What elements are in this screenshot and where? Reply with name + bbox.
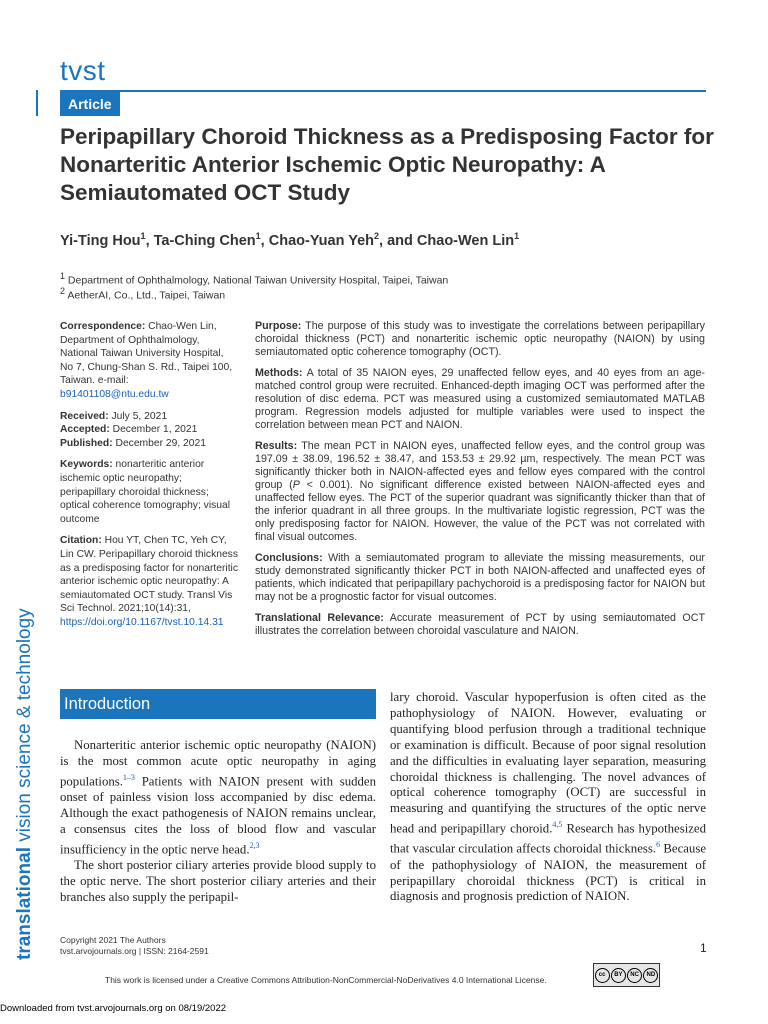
citation-link[interactable]: 6 [656, 840, 661, 850]
citation: Citation: Hou YT, Chen TC, Yeh CY, Lin CW. Peripapillary choroid thickness as a predisposing factor for nonarteritic anterior ischemic optic neuropathy: A semiautomated OCT study. Transl Vis Sci Technol. 2021;10(14):31, https://doi.org/10.1167/tvst.10.14.31 [60, 535, 238, 628]
journal-logo: tvst [60, 55, 106, 86]
author: Yi-Ting Hou [60, 232, 141, 249]
page-number: 1 [700, 941, 707, 955]
doi-link[interactable]: https://doi.org/10.1167/tvst.10.14.31 [60, 616, 224, 628]
author: Chao-Yuan Yeh [268, 232, 375, 249]
abstract [255, 320, 705, 646]
download-notice: Downloaded from tvst.arvojournals.org on 08/19/2022 [0, 1003, 227, 1014]
article-info-sidebar [60, 320, 238, 637]
article-title: Peripapillary Choroid Thickness as a Predisposing Factor for Nonarteritic Anterior Ischemic Optic Neuropathy: A Semiautomated OCT Study [60, 124, 714, 205]
abstract-results: Results: The mean PCT in NAION eyes, unaffected fellow eyes, and the control group was 197.09 ± 38.09, 196.52 ± 38.47, and 153.53 ± 29.92 µm, respectively. The mean PCT was significantly thicker both in NAION-affected eyes and fellow eyes compared with the control group (P < 0.001). No significant difference existed between NAION-affected eyes and unaffected fellow eyes. The PCT of the superior quadrant was significantly thicker than that of the inferior quadrant in all three groups. In the multivariate logistic regression, PCT was the only predisposing factor for NAION. However, the value of the PCT was not correlated with final visual outcomes. [255, 440, 705, 543]
journal-side-label: translational vision science & technology [14, 608, 35, 960]
article-dates: Received: July 5, 2021 Accepted: December 1, 2021 Published: December 29, 2021 [60, 410, 206, 449]
citation-link[interactable]: 2,3 [249, 840, 260, 850]
intro-paragraph: Nonarteritic anterior ischemic optic neuropathy (NAION) is the most common acute optic neuropathy in aging populations.$^{1-3}$ Patients with NAION present with sudden onset of painless vision loss accompanied by disc edema. Although the exact pathogenesis of NAION remains unclear, a consensus cites the loss of blood flow and vascular insufficiency in the optic nerve head.$^{2,3}$ [60, 738, 376, 856]
body-column-left [60, 738, 376, 906]
affiliation-2: $^2$ AetherAI, Co., Ltd., Taipei, Taiwan [60, 286, 226, 302]
citation-link[interactable]: 4,5 [552, 820, 563, 830]
keywords: Keywords: nonarteritic anterior ischemic optic neuropathy; peripapillary choroidal thickness; optical coherence tomography; visual outcome [60, 459, 230, 525]
body-column-right [390, 690, 706, 905]
abstract-conclusions: Conclusions: With a semiautomated program to alleviate the missing measurements, our study demonstrated significantly thicker PCT in both NAION-affected and unaffected eyes of patients, which indicated that peripapillary pachychoroid is a predisposing factor for NAION but may not be a prognostic factor for visual outcomes. [255, 552, 705, 603]
license-text: This work is licensed under a Creative Commons Attribution-NonCommercial-NoDerivatives 4.0 International License. [105, 975, 547, 985]
header-rule [60, 90, 706, 92]
author-list: Yi-Ting Hou$^1$, Ta-Ching Chen$^1$, Chao-Yuan Yeh$^2$, and Chao-Wen Lin$^1$ [60, 231, 520, 249]
correspondence-email-link[interactable]: b91401108@ntu.edu.tw [60, 388, 169, 400]
abstract-purpose: Purpose: The purpose of this study was to investigate the correlations between peripapillary choroidal thickness (PCT) and nonarteritic ischemic optic neuropathy (NAION) by using semiautomated optic coherence tomography (OCT). [255, 320, 705, 358]
affiliation-1: $^1$ Department of Ophthalmology, National Taiwan University Hospital, Taipei, Taiwan [60, 271, 449, 287]
nd-icon: ND [643, 968, 658, 983]
introduction-heading: Introduction [60, 689, 376, 719]
cc-license-badge[interactable] [593, 963, 660, 987]
by-icon: BY [611, 968, 626, 983]
author: Ta-Ching Chen [153, 232, 256, 249]
copyright: Copyright 2021 The Authors tvst.arvojournals.org | ISSN: 2164-2591 [60, 935, 209, 956]
intro-paragraph: The short posterior ciliary arteries provide blood supply to the optic nerve. The short posterior ciliary arteries and their branches also supply the peripapil- [60, 857, 376, 904]
citation-link[interactable]: 1–3 [122, 772, 135, 782]
abstract-methods: Methods: A total of 35 NAION eyes, 29 unaffected fellow eyes, and 40 eyes from an age-matched control group were recruited. Enhanced-depth imaging OCT was performed after the resolution of disc edema. PCT was measured using a customized semiautomated MATLAB program. Regression models adjusted for multiple variables were used to inspect the correlation between mean PCT and NAION. [255, 367, 705, 431]
article-badge: Article [60, 92, 120, 116]
nc-icon: NC [627, 968, 642, 983]
side-rule [36, 90, 38, 116]
author: Chao-Wen Lin [416, 232, 515, 249]
abstract-relevance: Translational Relevance: Accurate measurement of PCT by using semiautomated OCT illustrates the correlation between choroidal vasculature and NAION. [255, 612, 705, 637]
cc-icon: cc [595, 968, 610, 983]
correspondence: Correspondence: Chao-Wen Lin, Department of Ophthalmology, National Taiwan University Hospital, No 7, Chung-Shan S. Rd., Taipei 100, Taiwan. e-mail: b91401108@ntu.edu.tw [60, 321, 233, 400]
intro-paragraph: lary choroid. Vascular hypoperfusion is often cited as the pathophysiology of NAION. However, evaluating or quantifying blood perfusion through a traditional technique or examination is difficult. Because of poor signal resolution and the difficulties in evaluating layer separation, measuring choroidal thickness is challenging. The novel advances of optical coherence tomography (OCT) are successful in measuring and quantifying the structures of the optic nerve head and peripapillary choroid.$^{4,5}$ Research has hypothesized that vascular circulation affects choroidal thickness.$^6$ Because of the pathophysiology of NAION, the measurement of peripapillary choroidal thickness (PCT) is critical in diagnosis and prognosis prediction of NAION. [390, 690, 707, 904]
